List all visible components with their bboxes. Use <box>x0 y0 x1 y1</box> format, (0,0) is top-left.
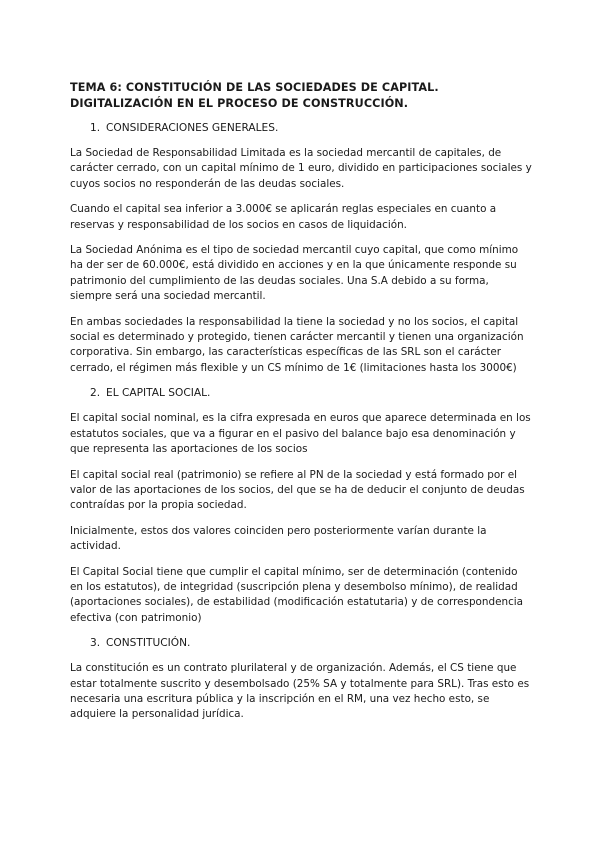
paragraph: El capital social real (patrimonio) se refiere al PN de la sociedad y está formado por el valor de las aportaciones de los socios, del que se ha de deducir el conjunto de deudas contraídas por la propia sociedad. <box>70 468 525 512</box>
document-body <box>70 80 532 733</box>
section-title: CONSIDERACIONES GENERALES. <box>106 122 279 134</box>
paragraph: La Sociedad Anónima es el tipo de sociedad mercantil cuyo capital, que como mínimo ha der ser de 60.000€, está dividido en acciones y en la que únicamente responde su patrimonio del cumplimiento de las deudas sociales. Una S.A debido a su forma, siempre será una sociedad mercantil. <box>70 244 519 303</box>
section-heading-capital-social <box>70 386 532 401</box>
section-number: 2. <box>90 387 101 400</box>
paragraph: La constitución es un contrato plurilateral y de organización. Además, el CS tiene que estar totalmente suscrito y desembolsado (25% SA y totalmente para SRL). Tras esto es necesaria una escritura pública y la inscripción en el RM, una vez hecho esto, se adquiere la personalidad jurídica. <box>70 662 530 721</box>
document-title: TEMA 6: CONSTITUCIÓN DE LAS SOCIEDADES DE CAPITAL. DIGITALIZACIÓN EN EL PROCESO DE CONSTRUCCIÓN. <box>70 81 439 110</box>
paragraph: En ambas sociedades la responsabilidad la tiene la sociedad y no los socios, el capital social es determinado y protegido, tienen carácter mercantil y tienen una organización corporativa. Sin embargo, las características específicas de las SRL son el carácter cerrado, el régimen más flexible y un CS mínimo de 1€ (limitaciones hasta los 3000€) <box>70 315 524 374</box>
section-number: 1. <box>90 122 101 134</box>
section-title: CONSTITUCIÓN. <box>106 637 191 650</box>
section-heading-constitucion <box>70 636 532 651</box>
section-heading-consideraciones <box>70 121 532 136</box>
paragraph: Cuando el capital sea inferior a 3.000€ se aplicarán reglas especiales en cuanto a reservas y responsabilidad de los socios en casos de liquidación. <box>70 203 497 231</box>
paragraph: El Capital Social tiene que cumplir el capital mínimo, ser de determinación (contenido en los estatutos), de integridad (suscripción plena y desembolso mínimo), de realidad (aportaciones sociales), de estabilidad (modificación estatutaria) y de correspondencia efectiva (con patrimonio) <box>70 565 524 624</box>
section-title: EL CAPITAL SOCIAL. <box>106 387 211 400</box>
paragraph: El capital social nominal, es la cifra expresada en euros que aparece determinada en los estatutos sociales, que va a figurar en el pasivo del balance bajo esa denominación y que representa las aportaciones de los socios <box>70 412 531 456</box>
paragraph: Inicialmente, estos dos valores coinciden pero posteriormente varían durante la actividad. <box>70 524 487 553</box>
paragraph: La Sociedad de Responsabilidad Limitada es la sociedad mercantil de capitales, de carácter cerrado, con un capital mínimo de 1 euro, dividido en participaciones sociales y cuyos socios no responderán de las deudas sociales. <box>70 147 532 190</box>
section-number: 3. <box>90 637 101 650</box>
